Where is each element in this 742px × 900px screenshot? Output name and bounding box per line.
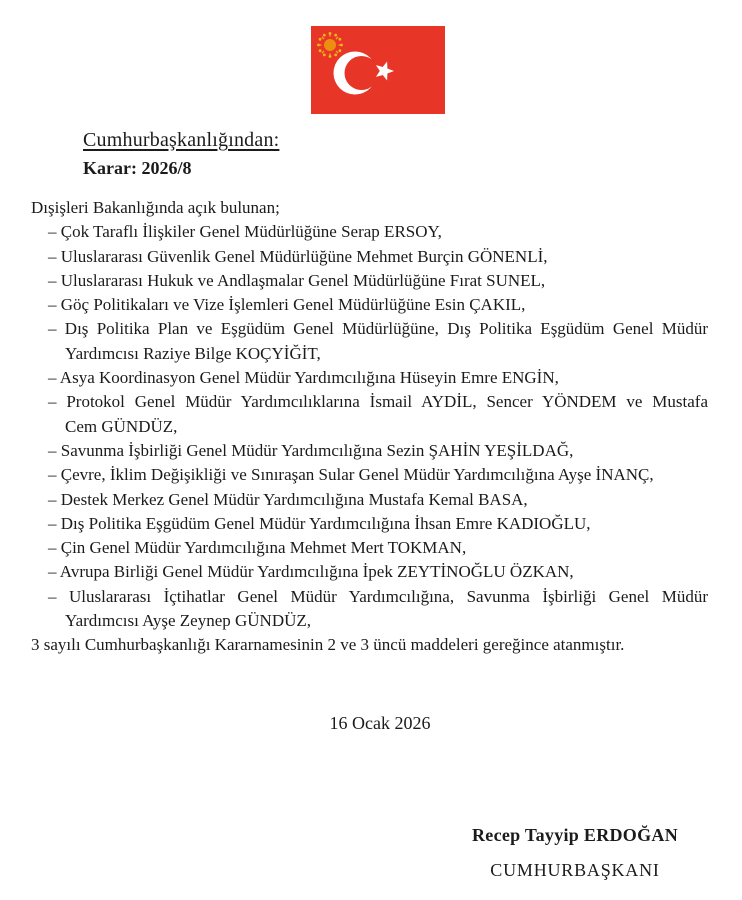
decision-number: Karar: 2026/8 — [83, 158, 192, 178]
decree-line: – Uluslararası İçtihatlar Genel Müdür Yardımcılığına, Savunma İşbirliği Genel Müdür — [48, 586, 708, 606]
decree-line: – Dış Politika Plan ve Eşgüdüm Genel Müdürlüğüne, Dış Politika Eşgüdüm Genel Müdür — [48, 319, 708, 339]
decree-date: 16 Ocak 2026 — [329, 713, 431, 733]
decree-line: – Protokol Genel Müdür Yardımcılıklarına İsmail AYDİL, Sencer YÖNDEM ve Mustafa — [48, 392, 708, 412]
signatory-name: Recep Tayyip ERDOĞAN — [471, 825, 679, 845]
signatory-title: CUMHURBAŞKANI — [490, 860, 660, 880]
decree-line: – Uluslararası Güvenlik Genel Müdürlüğüne Mehmet Burçin GÖNENLİ, — [48, 246, 548, 266]
decree-line: – Destek Merkez Genel Müdür Yardımcılığına Mustafa Kemal BASA, — [48, 489, 528, 509]
decree-intro-line: Dışişleri Bakanlığında açık bulunan; — [31, 198, 280, 217]
decree-line-continuation: Cem GÜNDÜZ, — [65, 416, 178, 436]
decree-line: – Uluslararası Hukuk ve Andlaşmalar Genel Müdürlüğüne Fırat SUNEL, — [48, 270, 546, 290]
decree-line: – Avrupa Birliği Genel Müdür Yardımcılığına İpek ZEYTİNOĞLU ÖZKAN, — [48, 562, 574, 582]
sun-core — [324, 39, 336, 51]
decree-line: – Çevre, İklim Değişikliği ve Sınıraşan Sular Genel Müdür Yardımcılığına Ayşe İNANÇ, — [48, 465, 654, 485]
decree-line-continuation: Yardımcısı Raziye Bilge KOÇYİĞİT, — [65, 343, 321, 363]
decree-line: – Göç Politikaları ve Vize İşlemleri Genel Müdürlüğüne Esin ÇAKIL, — [48, 295, 526, 315]
decree-line: – Çin Genel Müdür Yardımcılığına Mehmet Mert TOKMAN, — [48, 538, 467, 558]
turkish-flag — [311, 26, 445, 114]
signature-block — [472, 825, 678, 881]
decree-line: – Savunma İşbirliği Genel Müdür Yardımcılığına Sezin ŞAHİN YEŞİLDAĞ, — [48, 440, 574, 460]
issuing-authority-heading: Cumhurbaşkanlığından: — [83, 129, 280, 151]
decree-line: – Çok Taraflı İlişkiler Genel Müdürlüğüne Serap ERSOY, — [48, 222, 442, 242]
decree-body — [31, 196, 708, 658]
decree-line: – Asya Koordinasyon Genel Müdür Yardımcılığına Hüseyin Emre ENGİN, — [48, 368, 559, 388]
decree-line-continuation: Yardımcısı Ayşe Zeynep GÜNDÜZ, — [65, 611, 312, 631]
decree-line: – Dış Politika Eşgüdüm Genel Müdür Yardımcılığına İhsan Emre KADIOĞLU, — [48, 513, 591, 533]
decree-closing-line: 3 sayılı Cumhurbaşkanlığı Kararnamesinin 2 ve 3 üncü maddeleri gereğince atanmıştır. — [31, 635, 625, 655]
